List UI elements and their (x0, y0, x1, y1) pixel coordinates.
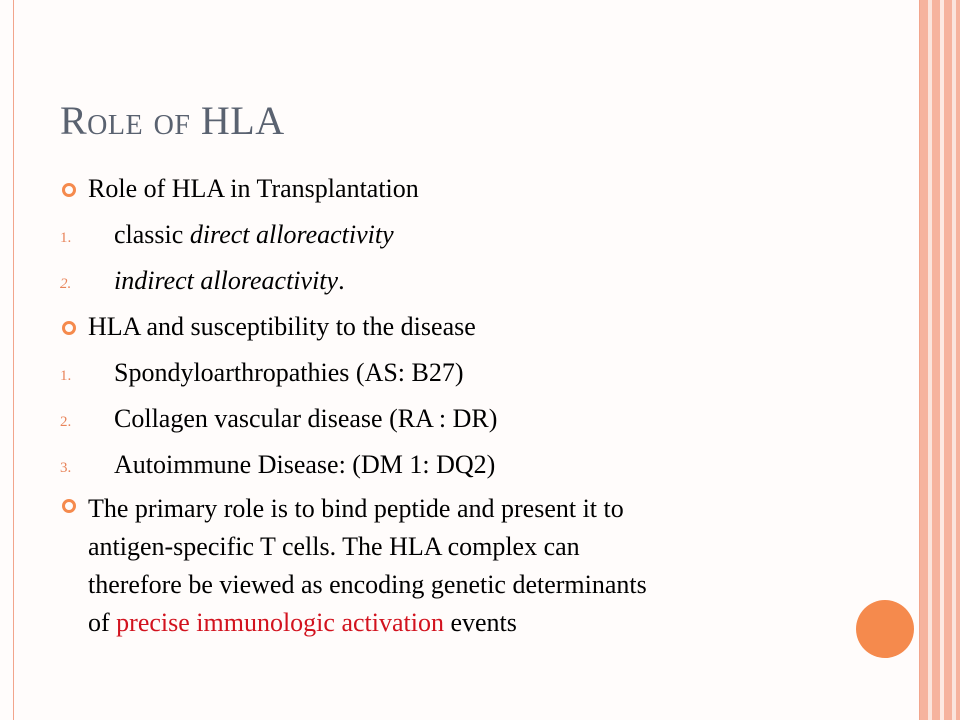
list-number: 2. (60, 276, 72, 292)
circle-bullet-icon (62, 183, 76, 197)
list-text-italic: direct alloreactivity (189, 220, 394, 249)
list-text-tail: . (338, 266, 345, 295)
list-item-direct-alloreactivity (60, 220, 900, 250)
bullet-text: Role of HLA in Transplantation (88, 174, 419, 203)
list-text: classic (114, 220, 190, 249)
slide-content (60, 174, 900, 658)
paragraph-line: The primary role is to bind peptide and present it to (88, 494, 624, 523)
left-border-line (13, 0, 14, 720)
list-text: Spondyloarthropathies (AS: B27) (114, 358, 464, 387)
bullet-primary-role (60, 490, 900, 642)
bullet-text: HLA and susceptibility to the disease (88, 312, 476, 341)
list-text: Collagen vascular disease (RA : DR) (114, 404, 498, 433)
list-number: 1. (60, 368, 72, 384)
list-number: 2. (60, 414, 72, 430)
list-number: 1. (60, 230, 72, 246)
bullet-transplantation (60, 174, 900, 204)
list-text: Autoimmune Disease: (DM 1: DQ2) (114, 450, 496, 479)
slide-title: Role of HLA (60, 98, 285, 143)
paragraph-line: therefore be viewed as encoding genetic determinants (88, 570, 647, 599)
paragraph-text: events (443, 608, 517, 637)
decorative-stripes (920, 0, 960, 720)
paragraph-line: antigen-specific T cells. The HLA complex can (88, 532, 580, 561)
list-item-collagen-vascular (60, 404, 900, 434)
list-text-italic: indirect alloreactivity (114, 266, 339, 295)
list-item-autoimmune (60, 450, 900, 480)
list-item-spondyloarthropathies (60, 358, 900, 388)
list-item-indirect-alloreactivity (60, 266, 900, 296)
paragraph-text: of (88, 608, 117, 637)
bullet-susceptibility (60, 312, 900, 342)
circle-bullet-icon (62, 499, 76, 513)
paragraph-line (88, 604, 900, 642)
circle-bullet-icon (62, 321, 76, 335)
list-number: 3. (60, 460, 72, 476)
highlighted-text: precise immunologic activation (116, 608, 444, 637)
